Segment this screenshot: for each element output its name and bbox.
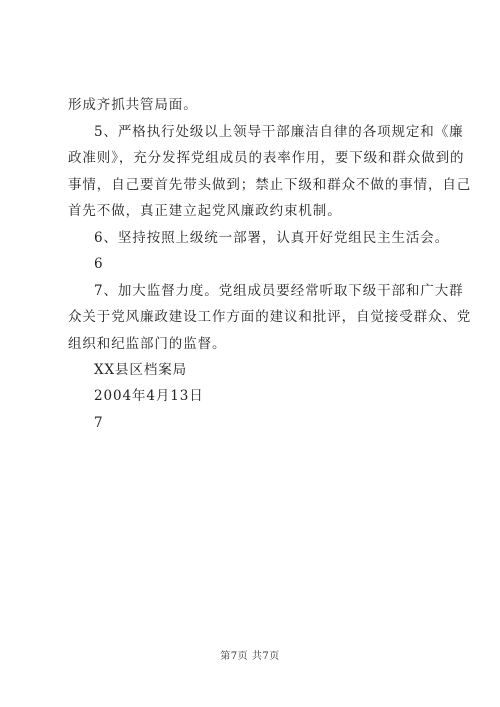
text-line: 6、坚持按照上级统一部署，认真开好党组民主生活会。 [94,230,450,246]
text-line: 7、加大监督力度。党组成员要经常听取下级干部和广大群 [94,283,464,299]
text-line: 众关于党风廉政建设工作方面的建议和批评，自觉接受群众、党 [68,309,472,325]
text-line: 7 [94,415,104,431]
text-line: 政准则》，充分发挥党组成员的表率作用，要下级和群众做到的 [68,150,465,166]
text-line: 组织和纪监部门的监督。 [68,336,227,352]
text-line: 6 [94,256,104,272]
page-footer: 第7页 共7页 [220,651,280,662]
text-line: 形成齐抓共管局面。 [68,97,198,113]
text-line: 5、严格执行处级以上领导干部廉洁自律的各项规定和《廉 [94,124,464,140]
text-line: 事情，自己要首先带头做到；禁止下级和群众不做的事情，自己 [68,177,472,193]
text-line: 首先不做，真正建立起党风廉政约束机制。 [68,203,342,219]
signature-org: XX县区档案局 [94,362,188,378]
signature-date: 2004年4月13日 [94,388,204,404]
